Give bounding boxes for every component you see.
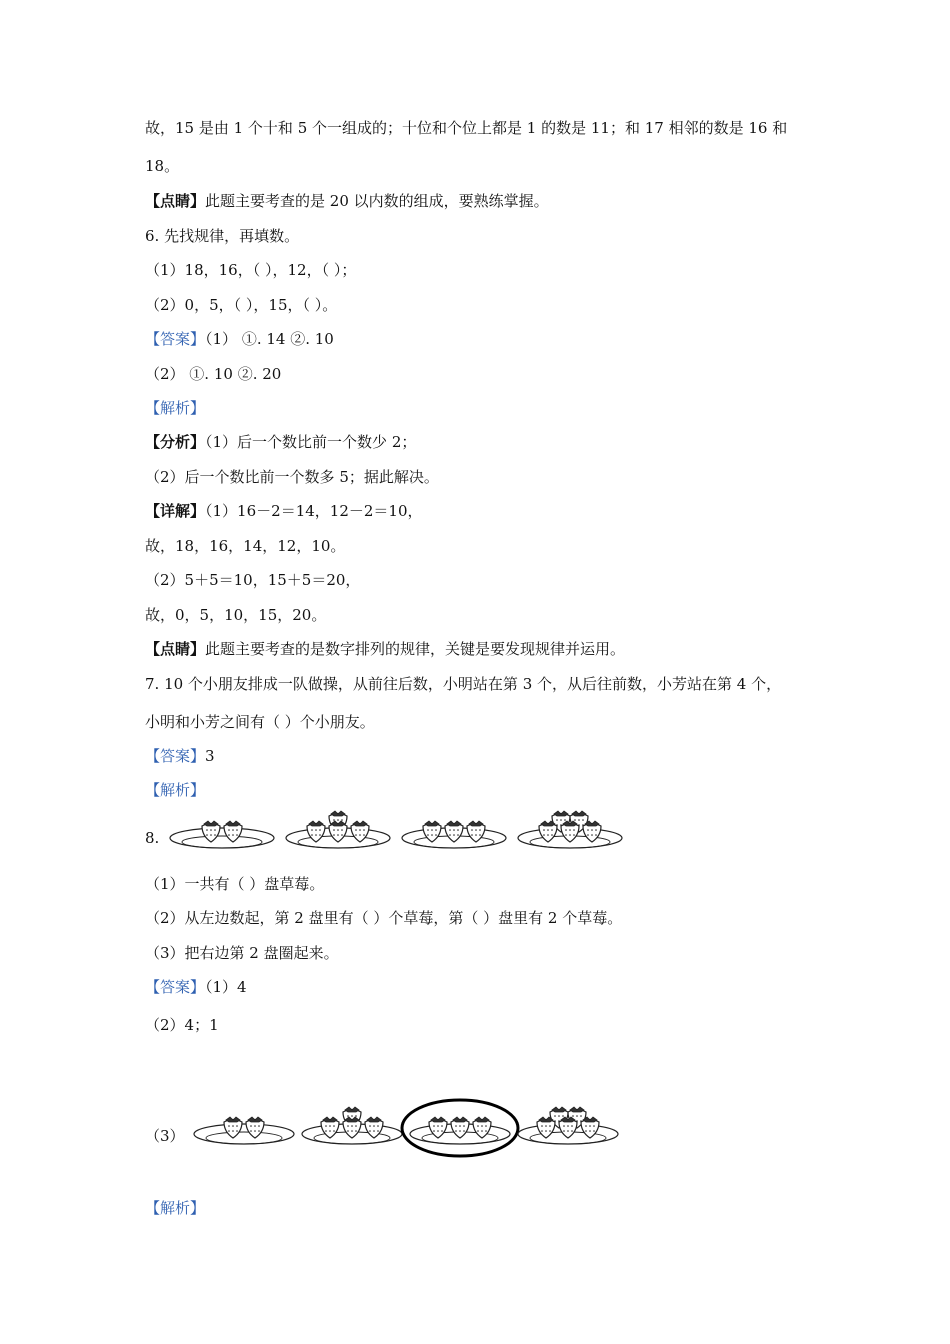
fenxi-text: （1）后一个数比前一个数少 2；	[205, 433, 417, 451]
answer-7	[145, 746, 215, 766]
fenxi-line-2: （2）后一个数比前一个数多 5；据此解决。	[145, 468, 439, 486]
strawberry-plates-answer-figure	[192, 1098, 632, 1168]
question-6-part-2: （2）0，5，（ ），15，（ ）。	[145, 296, 338, 314]
plate	[302, 1107, 402, 1144]
question-8-part-2: （2）从左边数起，第 2 盘里有（ ）个草莓，第（ ）盘里有 2 个草莓。	[145, 909, 623, 927]
xiangjie-line-4: 故，0，5，10，15，20。	[145, 606, 327, 624]
fenxi-tag: 【分析】	[145, 433, 206, 451]
strawberry-plates	[168, 808, 638, 856]
question-7-line-2: 小明和小芳之间有（ ）个小朋友。	[145, 713, 375, 731]
question-6: 6. 先找规律，再填数。	[145, 227, 300, 245]
answer-text: （1） ①. 14 ②. 10	[205, 330, 334, 348]
answer-text: （1）4	[205, 978, 247, 996]
jiexi-tag: 【解析】	[145, 781, 206, 799]
plate	[402, 821, 506, 848]
jiexi-tag: 【解析】	[145, 399, 206, 417]
xiangjie-line	[145, 501, 423, 521]
dianjing-text: 此题主要考查的是 20 以内数的组成，要熟练掌握。	[205, 192, 549, 210]
dianjing-text: 此题主要考查的是数字排列的规律，关键是要发现规律并运用。	[205, 640, 626, 658]
answer-8-line-3: （3）	[145, 1127, 185, 1145]
dianjing-line-2	[145, 639, 625, 659]
plate	[518, 1107, 618, 1144]
answer-tag: 【答案】	[145, 330, 206, 348]
plate-rim	[194, 1124, 294, 1144]
plate-rim	[170, 828, 274, 848]
dianjing-tag: 【点睛】	[145, 192, 206, 210]
xiangjie-line-2: 故，18，16，14，12，10。	[145, 537, 346, 555]
plate	[410, 1117, 510, 1144]
answer-value: 3	[205, 747, 215, 765]
strawberry-plates-figure	[168, 808, 638, 856]
answer-6-line-2: （2） ①. 10 ②. 20	[145, 365, 282, 383]
xiangjie-tag: 【详解】	[145, 502, 206, 520]
fenxi-line	[145, 432, 416, 452]
text-line: 18。	[145, 157, 180, 175]
strawberry-plates-answer	[192, 1098, 632, 1168]
question-7-line-1: 7. 10 个小朋友排成一队做操，从前往后数，小明站在第 3 个，从后往前数，小芳站在第 4 个，	[145, 675, 782, 693]
text-line: 故，15 是由 1 个十和 5 个一组成的；十位和个位上都是 1 的数是 11；和 17 相邻的数是 16 和	[145, 119, 788, 137]
dianjing-tag: 【点睛】	[145, 640, 206, 658]
xiangjie-line-3: （2）5＋5＝10，15＋5＝20，	[145, 571, 361, 589]
question-8-part-1: （1）一共有（ ）盘草莓。	[145, 875, 325, 893]
xiangjie-text: （1）16－2＝14，12－2＝10，	[205, 502, 423, 520]
answer-8-line-2: （2）4；1	[145, 1016, 219, 1034]
question-8-part-3: （3）把右边第 2 盘圈起来。	[145, 944, 339, 962]
jiexi-tag: 【解析】	[145, 1199, 206, 1217]
answer-tag: 【答案】	[145, 747, 206, 765]
question-6-part-1: （1）18，16，（ ），12，（ ）；	[145, 261, 357, 279]
dianjing-line	[145, 191, 549, 211]
answer-tag: 【答案】	[145, 978, 206, 996]
answer-8-line-1	[145, 977, 247, 997]
plate	[518, 811, 622, 848]
question-8-number: 8.	[145, 829, 160, 847]
answer-6-line-1	[145, 329, 334, 349]
plate	[170, 821, 274, 848]
plate	[194, 1117, 294, 1144]
plate	[286, 811, 390, 848]
